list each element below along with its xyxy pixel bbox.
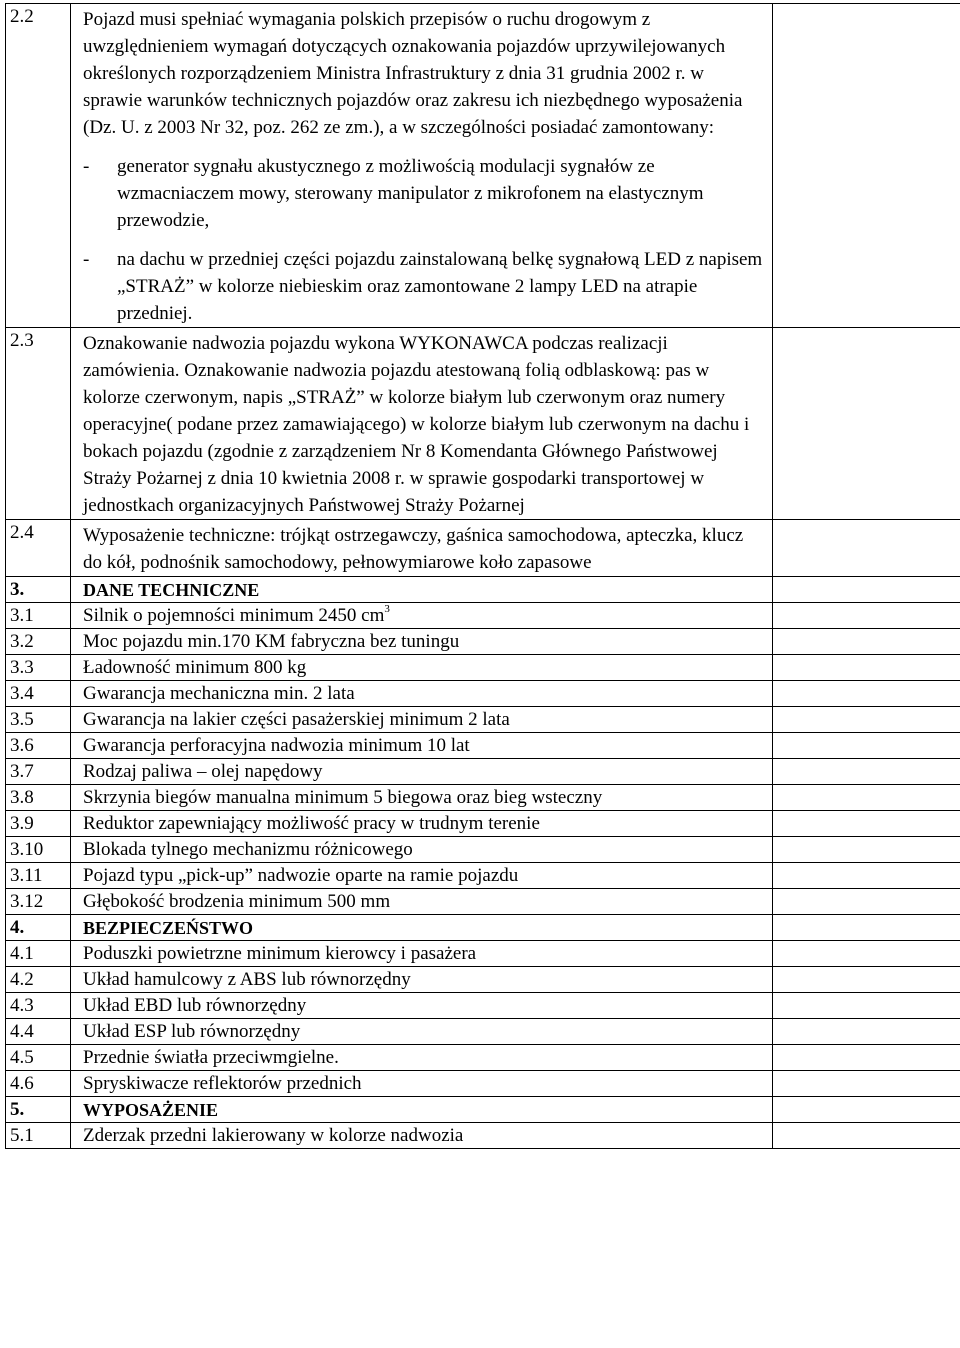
row-number: 3.10 — [6, 837, 71, 863]
table-row — [6, 603, 960, 629]
spec-table — [5, 3, 960, 1149]
row-description: Gwarancja mechaniczna min. 2 lata — [71, 681, 773, 707]
notes-cell — [773, 733, 960, 759]
notes-cell — [773, 707, 960, 733]
notes-cell — [773, 1071, 960, 1097]
table-row — [6, 837, 960, 863]
notes-cell — [773, 993, 960, 1019]
notes-cell — [773, 967, 960, 993]
section-number: 5. — [6, 1097, 71, 1123]
row-description — [71, 603, 773, 629]
notes-cell — [773, 1045, 960, 1071]
table-row — [6, 759, 960, 785]
notes-cell — [773, 1123, 960, 1149]
row-description: Ładowność minimum 800 kg — [71, 655, 773, 681]
row-description: Spryskiwacze reflektorów przednich — [71, 1071, 773, 1097]
row-number: 4.3 — [6, 993, 71, 1019]
row-number: 3.4 — [6, 681, 71, 707]
row-number: 2.3 — [6, 328, 71, 520]
section-header-row — [6, 915, 960, 941]
notes-cell — [773, 681, 960, 707]
row-number: 2.4 — [6, 520, 71, 577]
row-number: 4.4 — [6, 1019, 71, 1045]
row-number: 3.1 — [6, 603, 71, 629]
notes-cell — [773, 889, 960, 915]
table-row — [6, 1123, 960, 1149]
notes-cell — [773, 328, 960, 520]
notes-cell — [773, 837, 960, 863]
row-description: Gwarancja na lakier części pasażerskiej minimum 2 lata — [71, 707, 773, 733]
row-number: 3.5 — [6, 707, 71, 733]
list-item — [83, 246, 766, 327]
dash-bullet: - — [83, 249, 90, 270]
dash-bullet: - — [83, 156, 90, 177]
row-description: Poduszki powietrzne minimum kierowcy i pasażera — [71, 941, 773, 967]
section-number: 3. — [6, 577, 71, 603]
row-description — [71, 520, 773, 577]
table-row — [6, 707, 960, 733]
row-number: 3.12 — [6, 889, 71, 915]
row-number: 5.1 — [6, 1123, 71, 1149]
table-row — [6, 655, 960, 681]
table-row — [6, 681, 960, 707]
row-description: Skrzynia biegów manualna minimum 5 biegowa oraz bieg wsteczny — [71, 785, 773, 811]
notes-cell — [773, 4, 960, 328]
row-text: Oznakowanie nadwozia pojazdu wykona WYKONAWCA podczas realizacji zamówienia. Oznakowanie nadwozia pojazdu atestowaną folią odblaskową: pas w kolorze czerwonym, napis „STRAŻ” w kolorze białym lub czerwonym oraz numery operacyjne( podane przez zamawiającego) w kolorze białym lub czerwonym na dachu i bokach pojazdu (zgodnie z zarządzeniem Nr 8 Komendanta Głównego Państwowej Straży Pożarnej z dnia 10 kwietnia 2008 r. w sprawie gospodarki transportowej w jednostkach organizacyjnych Państwowej Straży Pożarnej — [83, 333, 750, 516]
row-description: Rodzaj paliwa – olej napędowy — [71, 759, 773, 785]
row-number: 3.6 — [6, 733, 71, 759]
table-row — [6, 967, 960, 993]
row-number: 2.2 — [6, 4, 71, 328]
section-title: BEZPIECZEŃSTWO — [71, 915, 773, 941]
table-row — [6, 1019, 960, 1045]
spec-table-body — [6, 4, 960, 1149]
row-description — [71, 328, 773, 520]
row-description: Zderzak przedni lakierowany w kolorze nadwozia — [71, 1123, 773, 1149]
section-header-row — [6, 577, 960, 603]
row-description — [71, 4, 773, 328]
row-number: 3.7 — [6, 759, 71, 785]
row-number: 3.3 — [6, 655, 71, 681]
section-title: WYPOSAŻENIE — [71, 1097, 773, 1123]
row-number: 4.5 — [6, 1045, 71, 1071]
section-header-row — [6, 1097, 960, 1123]
row-description: Pojazd typu „pick-up” nadwozie oparte na ramie pojazdu — [71, 863, 773, 889]
row-text: Wyposażenie techniczne: trójkąt ostrzegawczy, gaśnica samochodowa, apteczka, klucz do kół, podnośnik samochodowy, pełnowymiarowe koło zapasowe — [83, 525, 744, 573]
notes-cell — [773, 629, 960, 655]
list-item-text: generator sygnału akustycznego z możliwością modulacji sygnałów ze wzmacniaczem mowy, sterowany manipulator z mikrofonem na elastycznym przewodzie, — [117, 156, 704, 231]
notes-cell — [773, 520, 960, 577]
table-row — [6, 941, 960, 967]
row-description: Głębokość brodzenia minimum 500 mm — [71, 889, 773, 915]
table-row — [6, 785, 960, 811]
row-number: 4.2 — [6, 967, 71, 993]
table-row — [6, 993, 960, 1019]
notes-cell — [773, 941, 960, 967]
row-number: 3.9 — [6, 811, 71, 837]
row-text: Silnik o pojemności minimum 2450 cm — [83, 605, 385, 626]
notes-cell — [773, 759, 960, 785]
notes-cell — [773, 915, 960, 941]
row-number: 3.8 — [6, 785, 71, 811]
row-description: Układ EBD lub równorzędny — [71, 993, 773, 1019]
notes-cell — [773, 863, 960, 889]
row-description: Układ hamulcowy z ABS lub równorzędny — [71, 967, 773, 993]
row-description: Gwarancja perforacyjna nadwozia minimum 10 lat — [71, 733, 773, 759]
section-number: 4. — [6, 915, 71, 941]
row-description: Blokada tylnego mechanizmu różnicowego — [71, 837, 773, 863]
list-item-text: na dachu w przedniej części pojazdu zainstalowaną belkę sygnałową LED z napisem „STRAŻ” w kolorze niebieskim oraz zamontowane 2 lampy LED na atrapie przedniej. — [117, 249, 763, 324]
notes-cell — [773, 1019, 960, 1045]
table-row — [6, 889, 960, 915]
row-number: 4.1 — [6, 941, 71, 967]
notes-cell — [773, 577, 960, 603]
notes-cell — [773, 811, 960, 837]
row-text: Pojazd musi spełniać wymagania polskich przepisów o ruchu drogowym z uwzględnieniem wymagań dotyczących oznakowania pojazdów uprzywilejowanych określonych rozporządzeniem Ministra Infrastruktury z dnia 31 grudnia 2002 r. w sprawie warunków technicznych pojazdów oraz zakresu ich niezbędnego wyposażenia (Dz. U. z 2003 Nr 32, poz. 262 ze zm.), a w szczególności posiadać zamontowany: — [83, 9, 743, 138]
notes-cell — [773, 603, 960, 629]
row-number: 3.11 — [6, 863, 71, 889]
notes-cell — [773, 1097, 960, 1123]
notes-cell — [773, 785, 960, 811]
superscript: 3 — [384, 602, 390, 615]
section-title: DANE TECHNICZNE — [71, 577, 773, 603]
table-row — [6, 520, 960, 577]
table-row — [6, 1071, 960, 1097]
row-description: Moc pojazdu min.170 KM fabryczna bez tuningu — [71, 629, 773, 655]
notes-cell — [773, 655, 960, 681]
table-row — [6, 811, 960, 837]
table-row — [6, 629, 960, 655]
row-description: Układ ESP lub równorzędny — [71, 1019, 773, 1045]
row-number: 4.6 — [6, 1071, 71, 1097]
table-row — [6, 1045, 960, 1071]
table-row — [6, 328, 960, 520]
table-row — [6, 733, 960, 759]
list-item — [83, 153, 766, 234]
row-description: Reduktor zapewniający możliwość pracy w trudnym terenie — [71, 811, 773, 837]
row-description: Przednie światła przeciwmgielne. — [71, 1045, 773, 1071]
table-row — [6, 4, 960, 328]
row-number: 3.2 — [6, 629, 71, 655]
table-row — [6, 863, 960, 889]
